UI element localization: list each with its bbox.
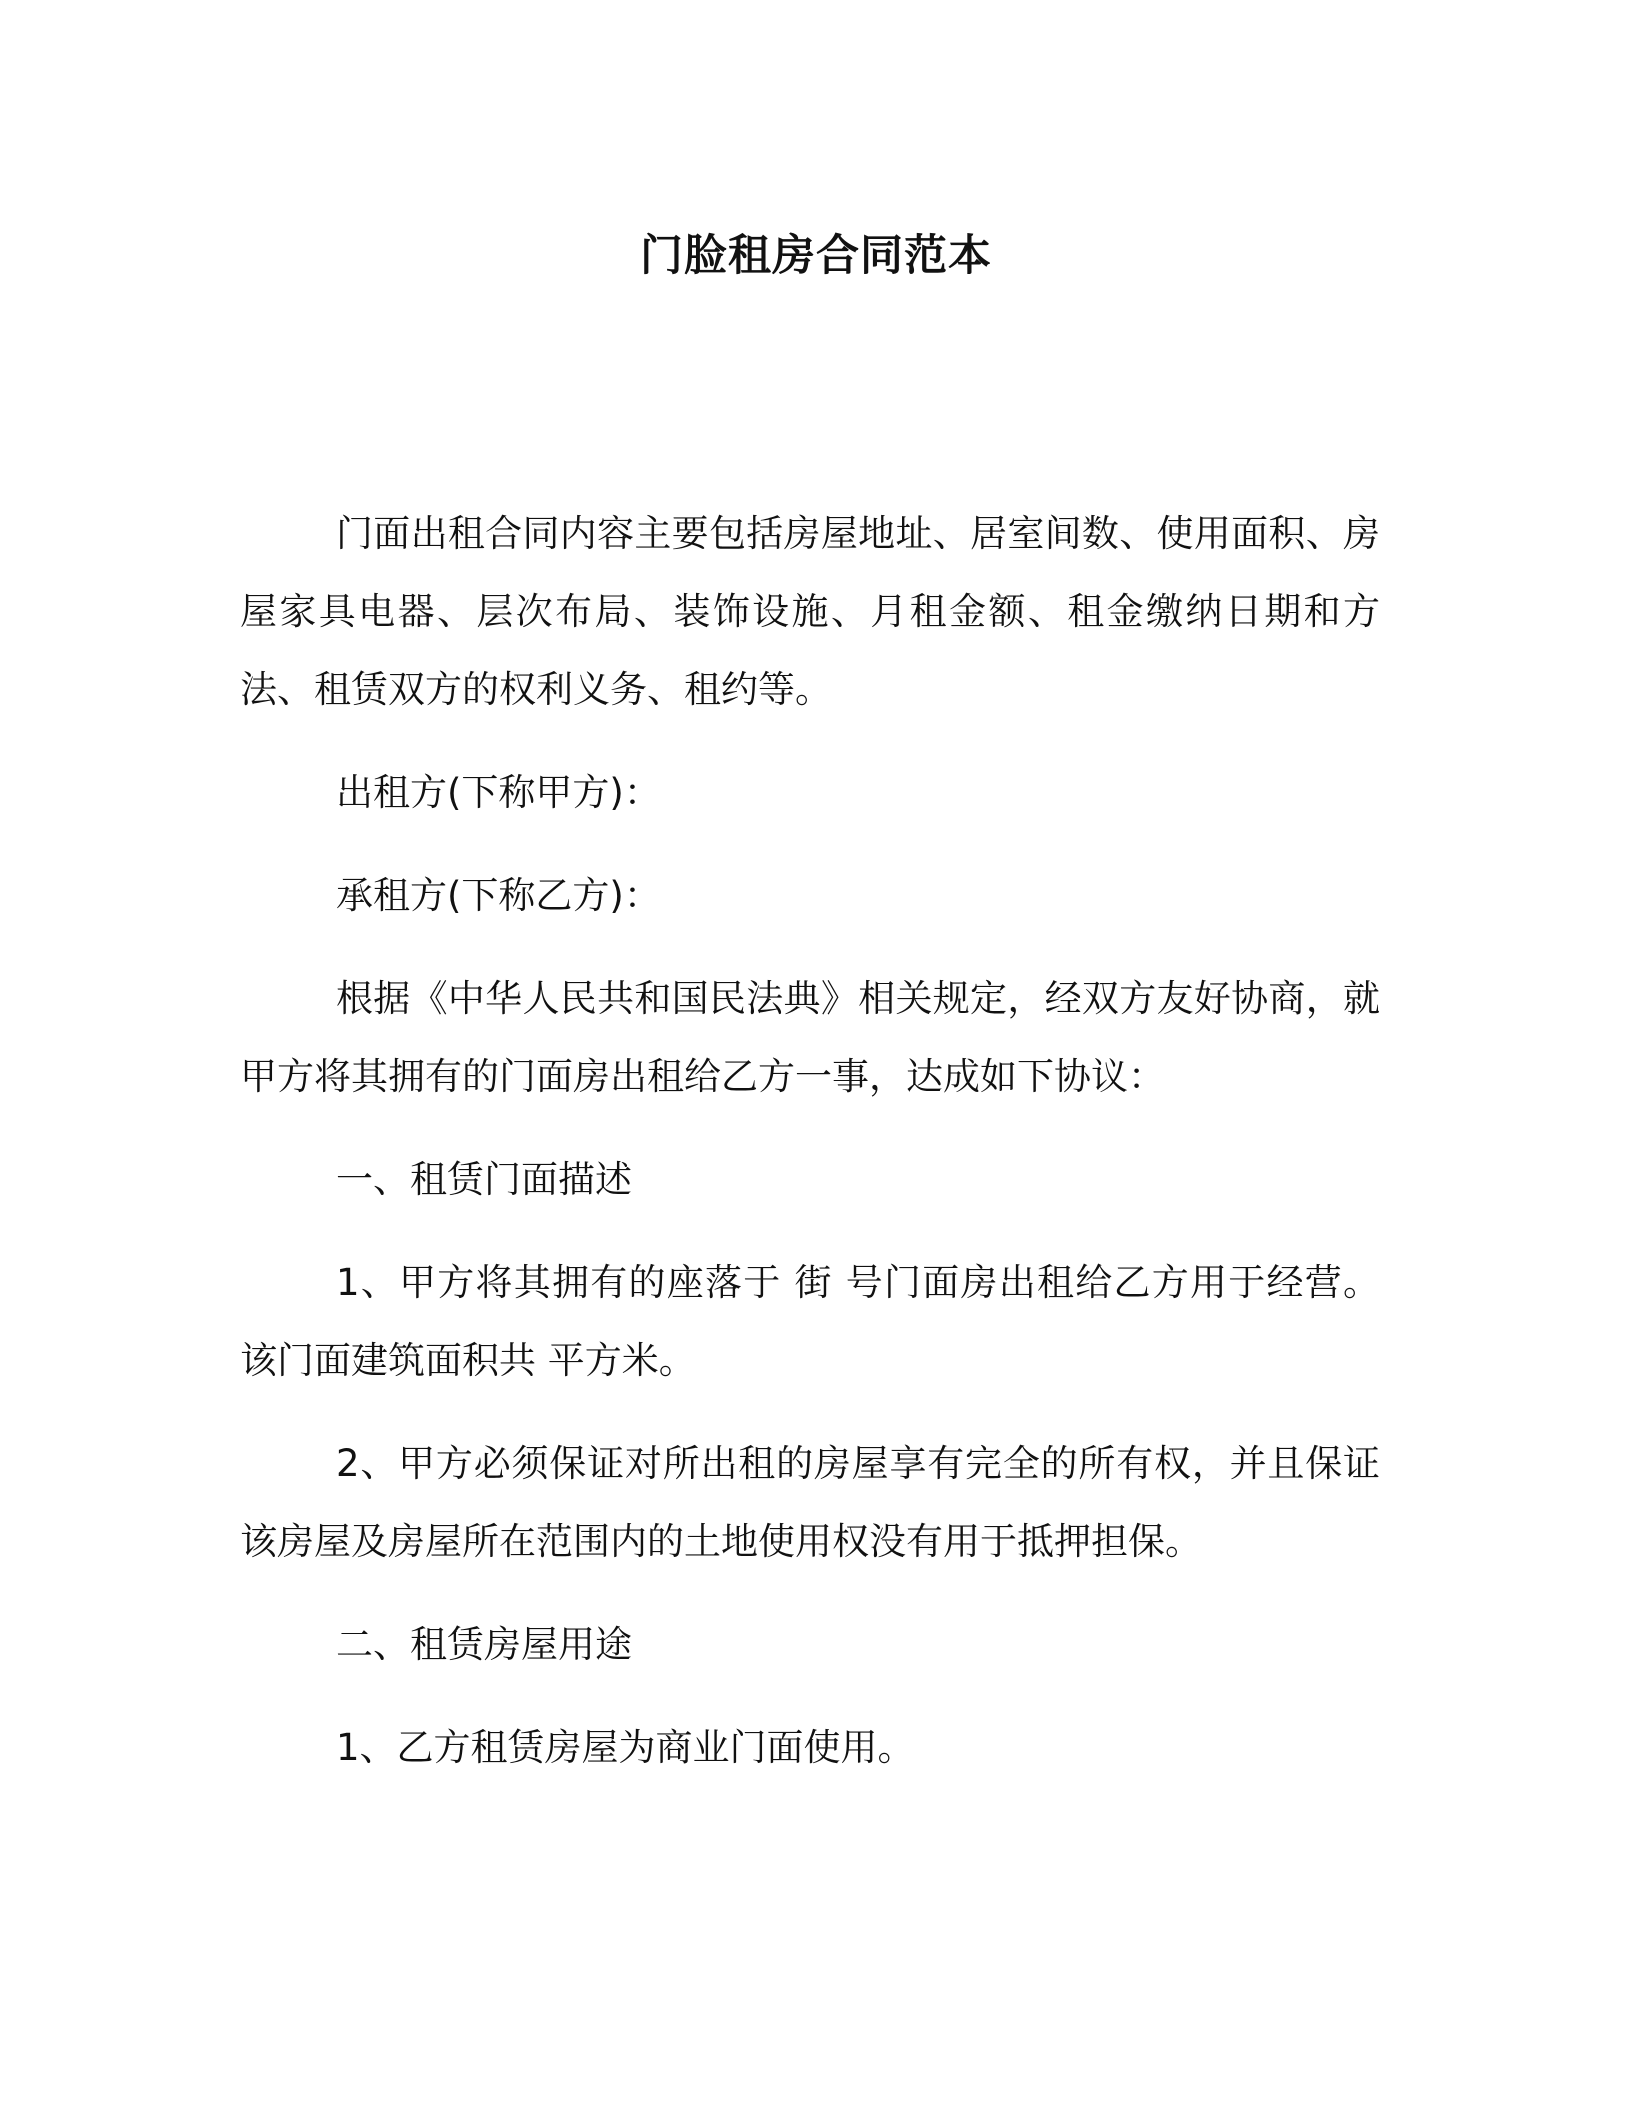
paragraph-lessee: 承租方(下称乙方)：	[336, 874, 661, 917]
section-heading-2: 二、租赁房屋用途	[336, 1623, 632, 1666]
document-body	[240, 495, 1380, 1812]
clause-1-1: 1、甲方将其拥有的座落于 街 号门面房出租给乙方用于经营。该门面建筑面积共 平方米。	[240, 1261, 1380, 1382]
section-heading-1: 一、租赁门面描述	[336, 1158, 632, 1201]
document-title: 门脸租房合同范本	[640, 231, 992, 281]
paragraph-lessor: 出租方(下称甲方)：	[336, 771, 661, 814]
paragraph-basis: 根据《中华人民共和国民法典》相关规定，经双方友好协商，就甲方将其拥有的门面房出租给乙方一事，达成如下协议：	[240, 977, 1380, 1098]
paragraph-intro: 门面出租合同内容主要包括房屋地址、居室间数、使用面积、房屋家具电器、层次布局、装饰设施、月租金额、租金缴纳日期和方法、租赁双方的权利义务、租约等。	[240, 512, 1380, 711]
clause-2-1: 1、乙方租赁房屋为商业门面使用。	[336, 1726, 915, 1769]
clause-1-2: 2、甲方必须保证对所出租的房屋享有完全的所有权，并且保证该房屋及房屋所在范围内的土地使用权没有用于抵押担保。	[240, 1442, 1380, 1563]
